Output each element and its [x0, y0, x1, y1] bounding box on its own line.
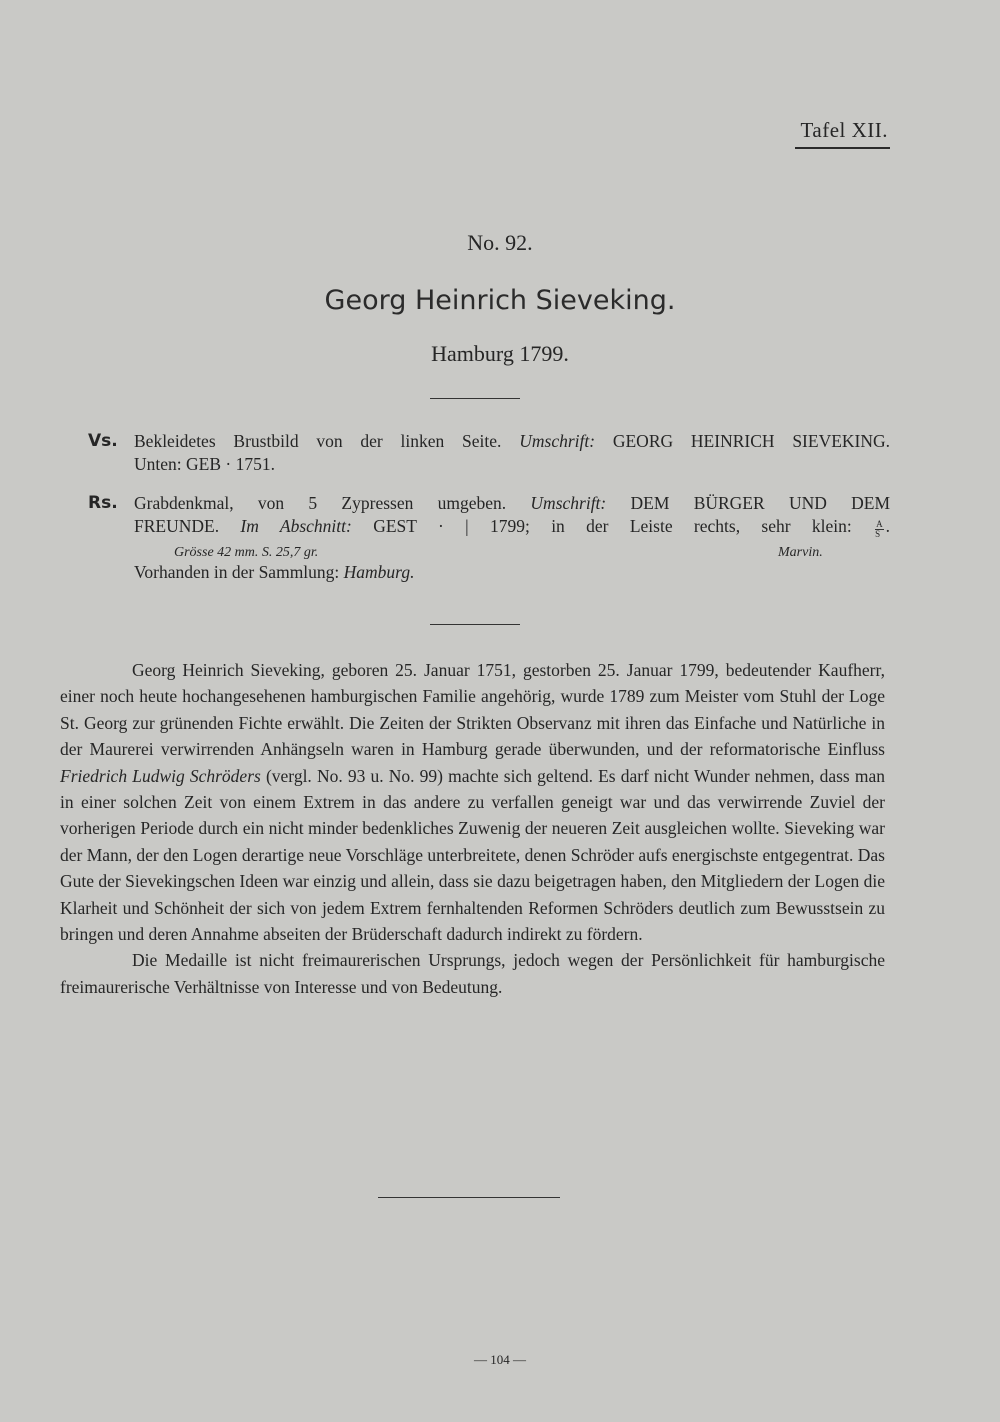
collection-line: Vorhanden in der Sammlung: Hamburg. — [134, 562, 415, 582]
obverse-legend-label: Umschrift: — [519, 431, 596, 451]
size-weight: Grösse 42 mm. S. 25,7 gr. — [174, 545, 319, 560]
obverse-legend: GEORG HEINRICH SIEVEKING. — [612, 431, 891, 451]
obverse-description — [88, 430, 890, 476]
reverse-legend: DEM BÜRGER UND DEM — [630, 493, 891, 513]
obverse-text: Bekleidetes Brustbild von der linken Seite. — [134, 431, 502, 451]
collection-name: Hamburg. — [343, 562, 415, 582]
obverse-line-2: Unten: GEB · 1751. — [134, 454, 275, 474]
commentary — [60, 657, 885, 1000]
signature-fraction: $\frac{A}{S}$ — [875, 519, 883, 539]
exergue-label: Im Abschnitt: — [240, 516, 352, 536]
medal-details — [134, 539, 890, 561]
section-rule — [430, 624, 520, 625]
obverse-label: Vs. — [88, 431, 118, 451]
reverse-line-1 — [134, 492, 890, 515]
entry-number: No. 92. — [467, 230, 533, 255]
subtitle: Hamburg 1799. — [431, 341, 569, 366]
reverse-text: Grabdenkmal, von 5 Zypressen umgeben. — [134, 493, 507, 513]
end-rule — [378, 1197, 560, 1198]
reverse-legend-label: Umschrift: — [530, 493, 607, 513]
engraver: Marvin. — [778, 545, 823, 560]
reverse-label: Rs. — [88, 493, 118, 513]
page-number: — 104 — — [474, 1352, 526, 1367]
reverse-legend-cont: FREUNDE. — [134, 516, 220, 536]
ornament-rule — [430, 398, 520, 399]
emphasis-name: Friedrich Ludwig Schröders — [60, 765, 261, 786]
plate-label: Tafel XII. — [795, 118, 890, 149]
reverse-description — [88, 492, 890, 584]
paragraph-1: Georg Heinrich Sieveking, geboren 25. Januar 1751, gestorben 25. Januar 1799, bedeutender Kaufherr, einer noch heute hochangesehenen hamburgischen Familie angehörig, wurde 1789 zum Meister vom Stuhl der Loge St. Georg zur grünenden Fichte erwählt. Die Zeiten der Strikten Observanz mit ihren das Einfache und Natürliche in der Maurerei verwirrenden Anhängseln waren in Hamburg gerade überwunden, und der reformatorische Einfluss Friedrich Ludwig Schröders (vergl. No. 93 u. No. 99) machte sich geltend. Es darf nicht Wunder nehmen, dass man in einer solchen Zeit von einem Extrem in das andere zu verfallen geneigt war und das verwirrende Zuviel der vorherigen Periode durch ein nicht minder bedenkliches Zuwenig der neueren Zeit ausgleichen wollte. Sieveking war der Mann, der den Logen derartige neue Vorschläge unterbreitete, denen Schröder aufs energischste entgegentrat. Das Gute der Sievekingschen Ideen war einzig und allein, dass sie dazu beigetragen haben, den Mitgliedern der Logen die Klarheit und Schönheit der sich von jedem Extrem fernhaltenden Reformen Schröders deutlich zum Bewusstsein zu bringen und deren Annahme abseiten der Brüderschaft dadurch indirekt zu fördern. — [60, 660, 885, 945]
page-title: Georg Heinrich Sieveking. — [324, 285, 676, 316]
exergue-text: GEST · | 1799; in der Leiste rechts, sehr klein: — [373, 516, 852, 536]
obverse-line-1 — [134, 430, 890, 453]
reverse-line-2: FREUNDE. Im Abschnitt: GEST · | 1799; in der Leiste rechts, sehr klein: $\frac{A}{S}$ . — [134, 516, 891, 539]
paragraph-2: Die Medaille ist nicht freimaurerischen Ursprungs, jedoch wegen der Persönlichkeit für hamburgische freimaurerische Verhältnisse von Interesse und von Bedeutung. — [60, 950, 885, 997]
